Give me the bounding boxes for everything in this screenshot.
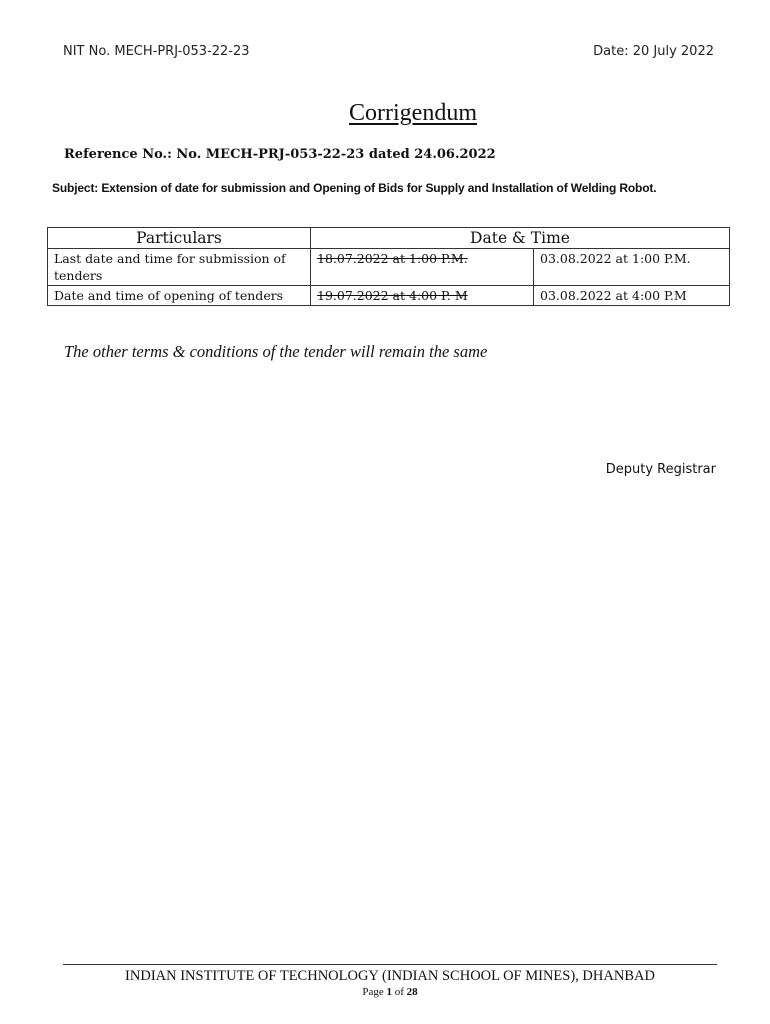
page-total: 28: [406, 986, 418, 998]
nit-number: NIT No. MECH-PRJ-053-22-23: [63, 44, 250, 59]
signatory: Deputy Registrar: [605, 462, 716, 477]
table-header-row: [48, 228, 730, 249]
page-of: of: [394, 986, 404, 998]
column-header-particulars: Particulars: [48, 228, 311, 249]
row-particular: Date and time of opening of tenders: [48, 286, 311, 306]
page-word: Page: [362, 986, 384, 998]
footer-divider: [63, 964, 717, 965]
table-row: [48, 249, 730, 286]
old-date-struck: 18.07.2022 at 1:00 P.M.: [311, 249, 534, 286]
reference-number: Reference No.: No. MECH-PRJ-053-22-23 dated 24.06.2022: [64, 147, 496, 162]
page-title: Corrigendum: [349, 100, 477, 126]
new-date: 03.08.2022 at 1:00 P.M.: [534, 249, 730, 286]
new-date: 03.08.2022 at 4:00 P.M: [534, 286, 730, 306]
footer-institute: INDIAN INSTITUTE OF TECHNOLOGY (INDIAN SCHOOL OF MINES), DHANBAD: [125, 968, 655, 984]
row-particular: Last date and time for submission of tenders: [48, 249, 311, 286]
page-indicator: [63, 986, 717, 998]
subject-line: Subject: Extension of date for submission and Opening of Bids for Supply and Installation of Welding Robot.: [52, 181, 657, 195]
terms-note: The other terms & conditions of the tender will remain the same: [64, 342, 488, 361]
table-row: [48, 286, 730, 306]
page-current: 1: [386, 986, 392, 998]
old-date-struck: 19.07.2022 at 4:00 P. M: [311, 286, 534, 306]
document-date: Date: 20 July 2022: [593, 44, 714, 59]
dates-table: [47, 227, 730, 306]
column-header-date-time: Date & Time: [311, 228, 730, 249]
